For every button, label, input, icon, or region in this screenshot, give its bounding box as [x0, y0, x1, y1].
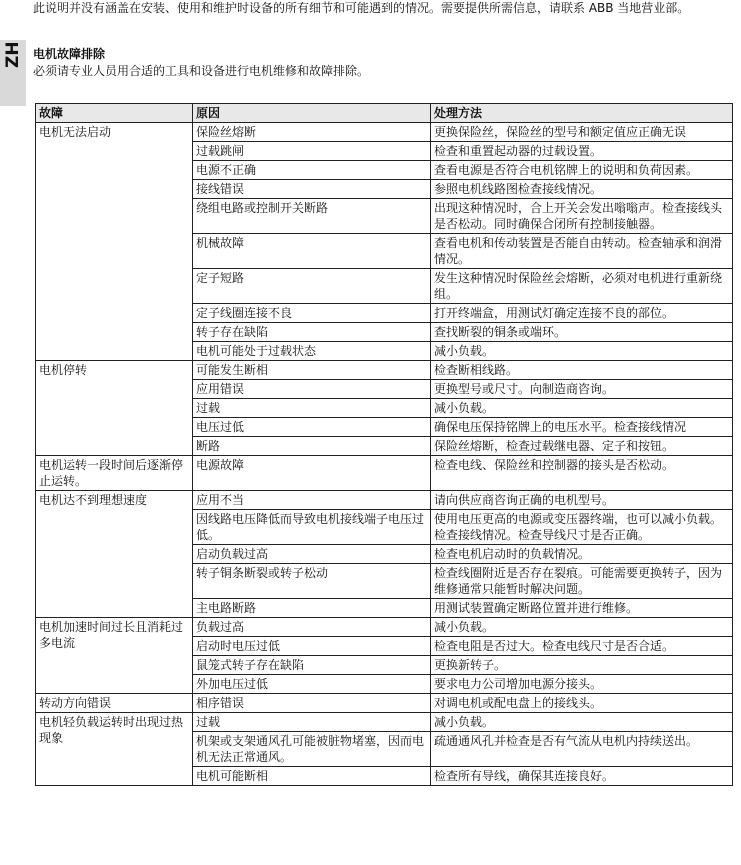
- table-row: [36, 618, 733, 637]
- cause-cell: 启动时电压过低: [193, 637, 431, 656]
- intro-text: 此说明并没有涵盖在安装、使用和维护时设备的所有细节和可能遇到的情况。需要提供所需信息，请联系 ABB 当地营业部。: [33, 1, 690, 15]
- cause-cell: 定子短路: [193, 269, 431, 304]
- cause-cell: 电机可能处于过载状态: [193, 342, 431, 361]
- fault-cell: 电机加速时间过长且消耗过多电流: [36, 618, 193, 694]
- cause-cell: 应用错误: [193, 380, 431, 399]
- cause-cell: 保险丝熔断: [193, 123, 431, 142]
- cause-cell: 转子存在缺陷: [193, 323, 431, 342]
- table-row: [36, 361, 733, 380]
- fault-cell: 电机无法启动: [36, 123, 193, 361]
- cause-cell: 主电路断路: [193, 599, 431, 618]
- remedy-cell: 发生这种情况时保险丝会熔断，必须对电机进行重新绕组。: [431, 269, 733, 304]
- table-header-row: [36, 104, 733, 123]
- cause-cell: 应用不当: [193, 491, 431, 510]
- cause-cell: 可能发生断相: [193, 361, 431, 380]
- cause-cell: 机械故障: [193, 234, 431, 269]
- cause-cell: 启动负载过高: [193, 545, 431, 564]
- remedy-cell: 减小负载。: [431, 399, 733, 418]
- cause-cell: 接线错误: [193, 180, 431, 199]
- table-row: [36, 491, 733, 510]
- cause-cell: 电压过低: [193, 418, 431, 437]
- remedy-cell: 更换型号或尺寸。向制造商咨询。: [431, 380, 733, 399]
- remedy-cell: 出现这种情况时，合上开关会发出嗡嗡声。检查接线头是否松动。同时确保合闭所有控制接触器。: [431, 199, 733, 234]
- cause-cell: 外加电压过低: [193, 675, 431, 694]
- cause-cell: 电机可能断相: [193, 767, 431, 786]
- remedy-cell: 对调电机或配电盘上的接线头。: [431, 694, 733, 713]
- cause-cell: 因线路电压降低而导致电机接线端子电压过低。: [193, 510, 431, 545]
- remedy-cell: 查看电机和传动装置是否能自由转动。检查轴承和润滑情况。: [431, 234, 733, 269]
- remedy-cell: 更换新转子。: [431, 656, 733, 675]
- cause-cell: 机架或支架通风孔可能被脏物堵塞，因而电机无法正常通风。: [193, 732, 431, 767]
- remedy-cell: 查看电源是否符合电机铭牌上的说明和负荷因素。: [431, 161, 733, 180]
- cause-cell: 转子铜条断裂或转子松动: [193, 564, 431, 599]
- remedy-cell: 检查电机启动时的负载情况。: [431, 545, 733, 564]
- cause-cell: 过载: [193, 713, 431, 732]
- cause-cell: 电源故障: [193, 456, 431, 491]
- cause-cell: 过载跳闸: [193, 142, 431, 161]
- header-cause: 原因: [193, 104, 431, 123]
- fault-cell: 电机运转一段时间后逐渐停止运转。: [36, 456, 193, 491]
- remedy-cell: 疏通通风孔并检查是否有气流从电机内持续送出。: [431, 732, 733, 767]
- header-remedy: 处理方法: [431, 104, 733, 123]
- cause-cell: 断路: [193, 437, 431, 456]
- language-tab-label: ZH: [3, 41, 23, 68]
- remedy-cell: 确保电压保持铭牌上的电压水平。检查接线情况: [431, 418, 733, 437]
- fault-cell: 转动方向错误: [36, 694, 193, 713]
- remedy-cell: 使用电压更高的电源或变压器终端，也可以减小负载。检查接线情况。检查导线尺寸是否正确。: [431, 510, 733, 545]
- cause-cell: 相序错误: [193, 694, 431, 713]
- remedy-cell: 查找断裂的铜条或端环。: [431, 323, 733, 342]
- cause-cell: 定子线圈连接不良: [193, 304, 431, 323]
- remedy-cell: 减小负载。: [431, 342, 733, 361]
- header-fault: 故障: [36, 104, 193, 123]
- troubleshooting-table: [35, 103, 733, 786]
- remedy-cell: 请向供应商咨询正确的电机型号。: [431, 491, 733, 510]
- remedy-cell: 要求电力公司增加电源分接头。: [431, 675, 733, 694]
- remedy-cell: 检查和重置起动器的过载设置。: [431, 142, 733, 161]
- remedy-cell: 检查线圈附近是否存在裂痕。可能需要更换转子，因为维修通常只能暂时解决问题。: [431, 564, 733, 599]
- cause-cell: 电源不正确: [193, 161, 431, 180]
- fault-cell: 电机停转: [36, 361, 193, 456]
- remedy-cell: 检查断相线路。: [431, 361, 733, 380]
- remedy-cell: 减小负载。: [431, 618, 733, 637]
- fault-cell: 电机轻负载运转时出现过热现象: [36, 713, 193, 786]
- table-row: [36, 123, 733, 142]
- table-row: [36, 713, 733, 732]
- remedy-cell: 用测试装置确定断路位置并进行维修。: [431, 599, 733, 618]
- section-heading: 电机故障排除: [33, 47, 106, 61]
- section-subtitle: 必须请专业人员用合适的工具和设备进行电机维修和故障排除。: [33, 64, 370, 78]
- fault-cell: 电机达不到理想速度: [36, 491, 193, 618]
- remedy-cell: 减小负载。: [431, 713, 733, 732]
- remedy-cell: 检查所有导线，确保其连接良好。: [431, 767, 733, 786]
- cause-cell: 鼠笼式转子存在缺陷: [193, 656, 431, 675]
- remedy-cell: 保险丝熔断，检查过载继电器、定子和按钮。: [431, 437, 733, 456]
- table-row: [36, 694, 733, 713]
- remedy-cell: 更换保险丝，保险丝的型号和额定值应正确无误: [431, 123, 733, 142]
- cause-cell: 绕组电路或控制开关断路: [193, 199, 431, 234]
- cause-cell: 负载过高: [193, 618, 431, 637]
- remedy-cell: 打开终端盒，用测试灯确定连接不良的部位。: [431, 304, 733, 323]
- remedy-cell: 检查电线、保险丝和控制器的接头是否松动。: [431, 456, 733, 491]
- table-row: [36, 456, 733, 491]
- cause-cell: 过载: [193, 399, 431, 418]
- remedy-cell: 参照电机线路图检查接线情况。: [431, 180, 733, 199]
- remedy-cell: 检查电阻是否过大。检查电线尺寸是否合适。: [431, 637, 733, 656]
